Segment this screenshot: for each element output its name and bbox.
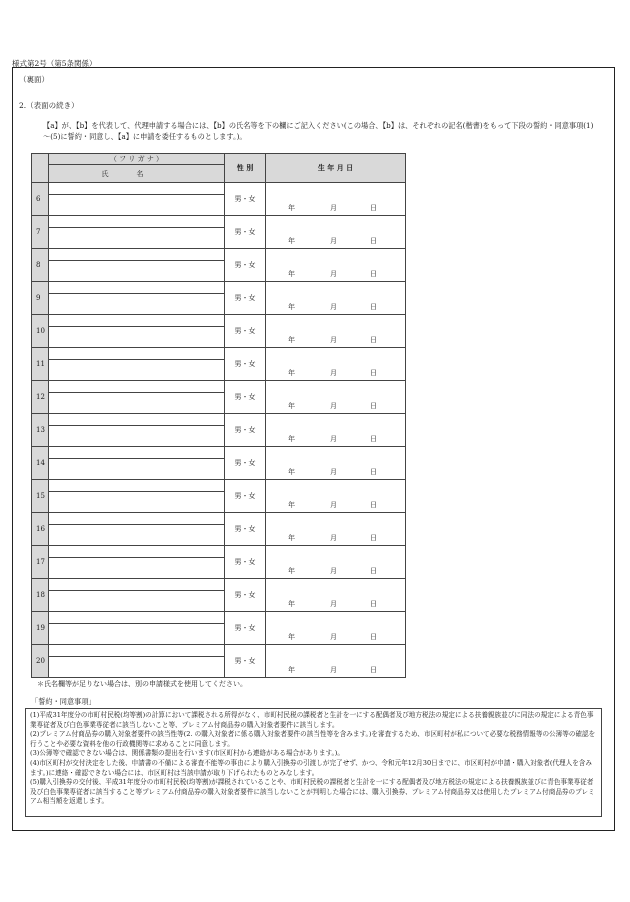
day-label: 日 [370, 270, 377, 278]
year-label: 年 [288, 336, 295, 344]
gender-field[interactable]: 男・女 [225, 216, 266, 249]
furigana-field[interactable] [49, 414, 225, 426]
name-field[interactable] [49, 426, 225, 447]
table-row [32, 249, 406, 261]
pledge-box [25, 708, 602, 817]
dob-field[interactable] [266, 513, 406, 546]
month-label: 月 [330, 204, 337, 212]
number-header [32, 154, 49, 183]
month-label: 月 [330, 666, 337, 674]
day-label: 日 [370, 435, 377, 443]
name-field[interactable] [49, 228, 225, 249]
row-number: 18 [32, 579, 49, 612]
year-label: 年 [288, 666, 295, 674]
dob-field[interactable] [266, 183, 406, 216]
month-label: 月 [330, 303, 337, 311]
table-row [32, 216, 406, 228]
year-label: 年 [288, 501, 295, 509]
name-field[interactable] [49, 360, 225, 381]
furigana-field[interactable] [49, 447, 225, 459]
gender-header: 性 別 [225, 154, 266, 183]
furigana-field[interactable] [49, 645, 225, 657]
furigana-field[interactable] [49, 216, 225, 228]
table-row [32, 480, 406, 492]
gender-field[interactable]: 男・女 [225, 249, 266, 282]
year-label: 年 [288, 204, 295, 212]
month-label: 月 [330, 336, 337, 344]
form-id: 様式第2号（第5条関係） [12, 59, 97, 68]
month-label: 月 [330, 567, 337, 575]
day-label: 日 [370, 567, 377, 575]
row-number: 11 [32, 348, 49, 381]
row-number: 14 [32, 447, 49, 480]
furigana-field[interactable] [49, 381, 225, 393]
gender-field[interactable]: 男・女 [225, 447, 266, 480]
name-field[interactable] [49, 261, 225, 282]
month-label: 月 [330, 270, 337, 278]
pledge-item: (1)平成31年度分の市町村民税(均等割)の計算において課税される所得がなく、市町村民税の課税者と生計を一にする配偶者及び地方税法の規定による扶養親族並びに同法の規定による青色事業専従者及び白色事業専従者に該当しないこと等、プレミアム付商品券の購入対象者要件に該当します。 [30, 711, 594, 729]
gender-field[interactable]: 男・女 [225, 348, 266, 381]
month-label: 月 [330, 501, 337, 509]
row-number: 8 [32, 249, 49, 282]
gender-field[interactable]: 男・女 [225, 282, 266, 315]
note-text: ＊氏名欄等が足りない場合は、別の申請様式を使用してください。 [37, 680, 247, 688]
dob-field[interactable] [266, 249, 406, 282]
day-label: 日 [370, 468, 377, 476]
dob-field[interactable] [266, 612, 406, 645]
furigana-field[interactable] [49, 513, 225, 525]
gender-field[interactable]: 男・女 [225, 513, 266, 546]
gender-field[interactable]: 男・女 [225, 546, 266, 579]
table-row [32, 183, 406, 195]
pledge-item: (2)プレミアム付商品券の購入対象者要件の該当性等(2. の購入対象者に係る購入対象者要件の該当性等を含みます。)を審査するため、市区町村が私について必要な税務情報等の公簿等の確認を行うことや必要な資料を他の行政機関等に求めることに同意します。 [30, 730, 596, 748]
day-label: 日 [370, 534, 377, 542]
dob-header: 生 年 月 日 [266, 154, 406, 183]
furigana-field[interactable] [49, 612, 225, 624]
dob-field[interactable] [266, 546, 406, 579]
month-label: 月 [330, 435, 337, 443]
day-label: 日 [370, 369, 377, 377]
furigana-field[interactable] [49, 282, 225, 294]
name-field[interactable] [49, 591, 225, 612]
gender-field[interactable]: 男・女 [225, 612, 266, 645]
month-label: 月 [330, 402, 337, 410]
pledge-item: (5)購入引換券の交付後、平成31年度分の市町村民税(均等割)が課税されていることや、市町村民税の課税者と生計を一にする配偶者及び地方税法の規定による扶養親族並びに青色事業専従者及び白色事業専従者に該当すること等プレミアム付商品券の購入対象者要件に該当しないことが判明した場合には、購入引換券、プレミアム付商品券又は使用したプレミアム付商品券のプレミアム相当額を返還します。 [30, 778, 595, 806]
name-field[interactable] [49, 294, 225, 315]
furigana-field[interactable] [49, 315, 225, 327]
year-label: 年 [288, 270, 295, 278]
gender-field[interactable]: 男・女 [225, 480, 266, 513]
furigana-field[interactable] [49, 546, 225, 558]
gender-field[interactable]: 男・女 [225, 579, 266, 612]
row-number: 15 [32, 480, 49, 513]
row-number: 16 [32, 513, 49, 546]
month-label: 月 [330, 468, 337, 476]
furigana-header: （ フ リ ガ ナ ） [49, 154, 225, 165]
day-label: 日 [370, 204, 377, 212]
row-number: 17 [32, 546, 49, 579]
row-number: 13 [32, 414, 49, 447]
month-label: 月 [330, 534, 337, 542]
day-label: 日 [370, 666, 377, 674]
dob-field[interactable] [266, 282, 406, 315]
year-label: 年 [288, 633, 295, 641]
furigana-field[interactable] [49, 183, 225, 195]
table-row [32, 579, 406, 591]
day-label: 日 [370, 237, 377, 245]
year-label: 年 [288, 402, 295, 410]
intro-text: 【a】が、【b】を代表して、代理申請する場合には、【b】の氏名等を下の欄にご記入ください(この場合、【b】は、それぞれの記名(楷書)をもって下段の誓約・同意事項(1)～(5)に誓約・同意し、【a】に申請を委任するものとします。)。 [43, 121, 594, 141]
table-row [32, 414, 406, 426]
row-number: 10 [32, 315, 49, 348]
gender-field[interactable]: 男・女 [225, 183, 266, 216]
form-frame [12, 67, 615, 831]
name-field[interactable] [49, 525, 225, 546]
name-field[interactable] [49, 195, 225, 216]
dob-field[interactable] [266, 216, 406, 249]
month-label: 月 [330, 237, 337, 245]
name-field[interactable] [49, 327, 225, 348]
row-number: 12 [32, 381, 49, 414]
gender-field[interactable]: 男・女 [225, 381, 266, 414]
name-field[interactable] [49, 459, 225, 480]
name-field[interactable] [49, 558, 225, 579]
row-number: 9 [32, 282, 49, 315]
table-row [32, 513, 406, 525]
year-label: 年 [288, 468, 295, 476]
gender-field[interactable]: 男・女 [225, 414, 266, 447]
back-side-label: （裏面） [19, 75, 49, 84]
table-row [32, 348, 406, 360]
table-row [32, 645, 406, 657]
table-row [32, 381, 406, 393]
name-field[interactable] [49, 492, 225, 513]
dob-field[interactable] [266, 414, 406, 447]
gender-field[interactable]: 男・女 [225, 645, 266, 678]
row-number: 6 [32, 183, 49, 216]
table-row [32, 315, 406, 327]
dob-field[interactable] [266, 348, 406, 381]
pledge-item: (3)公簿等で確認できない場合は、関係書類の提出を行います(市区町村から連絡がある場合があります。)。 [30, 749, 344, 758]
year-label: 年 [288, 567, 295, 575]
gender-field[interactable]: 男・女 [225, 315, 266, 348]
name-field[interactable] [49, 624, 225, 645]
dob-field[interactable] [266, 315, 406, 348]
day-label: 日 [370, 600, 377, 608]
day-label: 日 [370, 501, 377, 509]
section-heading: 2.（表面の続き） [19, 101, 79, 110]
table-row [32, 612, 406, 624]
pledge-title: 「誓約・同意事項」 [31, 697, 96, 706]
year-label: 年 [288, 237, 295, 245]
day-label: 日 [370, 336, 377, 344]
furigana-field[interactable] [49, 480, 225, 492]
month-label: 月 [330, 600, 337, 608]
dob-field[interactable] [266, 645, 406, 678]
row-number: 19 [32, 612, 49, 645]
name-field[interactable] [49, 393, 225, 414]
furigana-field[interactable] [49, 249, 225, 261]
year-label: 年 [288, 534, 295, 542]
name-header: 氏名 [49, 165, 225, 183]
dob-field[interactable] [266, 480, 406, 513]
month-label: 月 [330, 633, 337, 641]
table-row [32, 282, 406, 294]
day-label: 日 [370, 633, 377, 641]
day-label: 日 [370, 402, 377, 410]
table-row [32, 546, 406, 558]
name-field[interactable] [49, 657, 225, 678]
year-label: 年 [288, 435, 295, 443]
pledge-item: (4)市区町村が交付決定をした後、申請書の不備による審査不能等の事由により購入引換券の引渡しが完了せず、かつ、令和元年12月30日までに、市区町村が申請・購入対象者(代理人を含みます。)に連絡・確認できない場合には、市区町村は当該申請が取り下げられたものとみなします。 [30, 758, 592, 777]
year-label: 年 [288, 600, 295, 608]
applicant-table [31, 153, 406, 678]
table-row [32, 447, 406, 459]
day-label: 日 [370, 303, 377, 311]
month-label: 月 [330, 369, 337, 377]
row-number: 7 [32, 216, 49, 249]
dob-field[interactable] [266, 579, 406, 612]
dob-field[interactable] [266, 381, 406, 414]
year-label: 年 [288, 303, 295, 311]
year-label: 年 [288, 369, 295, 377]
dob-field[interactable] [266, 447, 406, 480]
row-number: 20 [32, 645, 49, 678]
furigana-field[interactable] [49, 579, 225, 591]
furigana-field[interactable] [49, 348, 225, 360]
